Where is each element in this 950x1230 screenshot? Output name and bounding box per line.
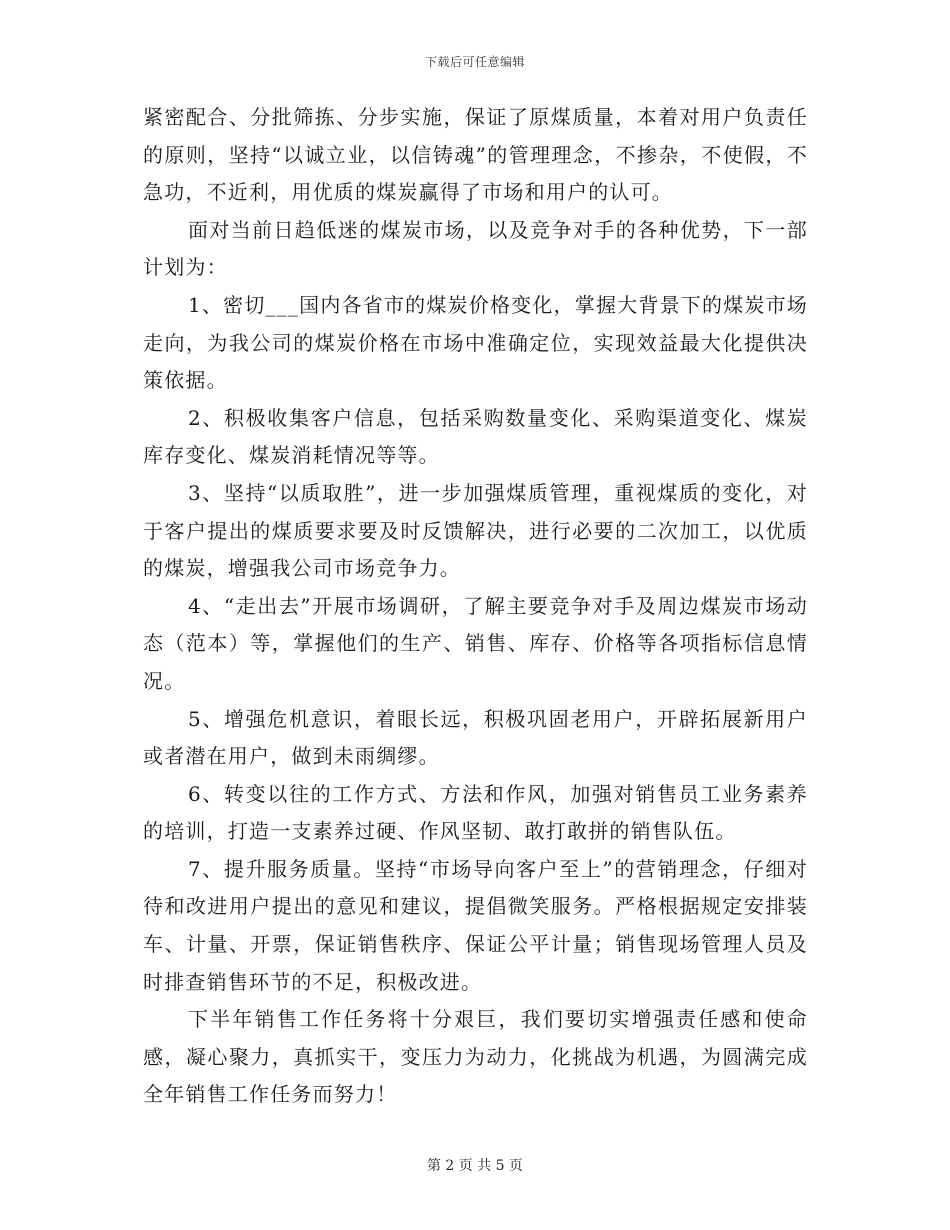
- list-item: 5、增强危机意识，着眼长远，积极巩固老用户，开辟拓展新用户或者潜在用户，做到未雨绸缪。: [143, 706, 808, 769]
- paragraph: 紧密配合、分批筛拣、分步实施，保证了原煤质量，本着对用户负责任的原则，坚持“以诚立业，以信铸魂”的管理理念，不掺杂，不使假，不急功，不近利，用优质的煤炭赢得了市场和用户的认可。: [143, 105, 808, 205]
- document-body: [143, 99, 808, 1114]
- list-item: 3、坚持“以质取胜”，进一步加强煤质管理，重视煤质的变化，对于客户提出的煤质要求要及时反馈解决，进行必要的二次加工，以优质的煤炭，增强我公司市场竞争力。: [143, 480, 808, 581]
- list-item: 6、转变以往的工作方式、方法和作风，加强对销售员工业务素养的培训，打造一支素养过硬、作风坚韧、敢打敢拼的销售队伍。: [143, 781, 808, 844]
- paragraph: 下半年销售工作任务将十分艰巨，我们要切实增强责任感和使命感，凝心聚力，真抓实干，变压力为动力，化挑战为机遇，为圆满完成全年销售工作任务而努力！: [143, 1007, 808, 1107]
- list-item: 4、“走出去”开展市场调研，了解主要竞争对手及周边煤炭市场动态（范本）等，掌握他们的生产、销售、库存、价格等各项指标信息情况。: [143, 593, 808, 693]
- paragraph: 面对当前日趋低迷的煤炭市场，以及竞争对手的各种优势，下一部计划为：: [143, 217, 808, 280]
- list-item: 2、积极收集客户信息，包括采购数量变化、采购渠道变化、煤炭库存变化、煤炭消耗情况等等。: [143, 405, 808, 468]
- page-number: 第 2 页 共 5 页: [426, 1158, 524, 1174]
- list-item: 1、密切___国内各省市的煤炭价格变化，掌握大背景下的煤炭市场走向，为我公司的煤炭价格在市场中准确定位，实现效益最大化提供决策依据。: [143, 292, 808, 393]
- list-item: 7、提升服务质量。坚持“市场导向客户至上”的营销理念，仔细对待和改进用户提出的意见和建议，提倡微笑服务。严格根据规定安排装车、计量、开票，保证销售秩序、保证公平计量；销售现场管理人员及时排查销售环节的不足，积极改进。: [143, 856, 808, 994]
- page-header: 下载后可任意编辑: [424, 55, 525, 69]
